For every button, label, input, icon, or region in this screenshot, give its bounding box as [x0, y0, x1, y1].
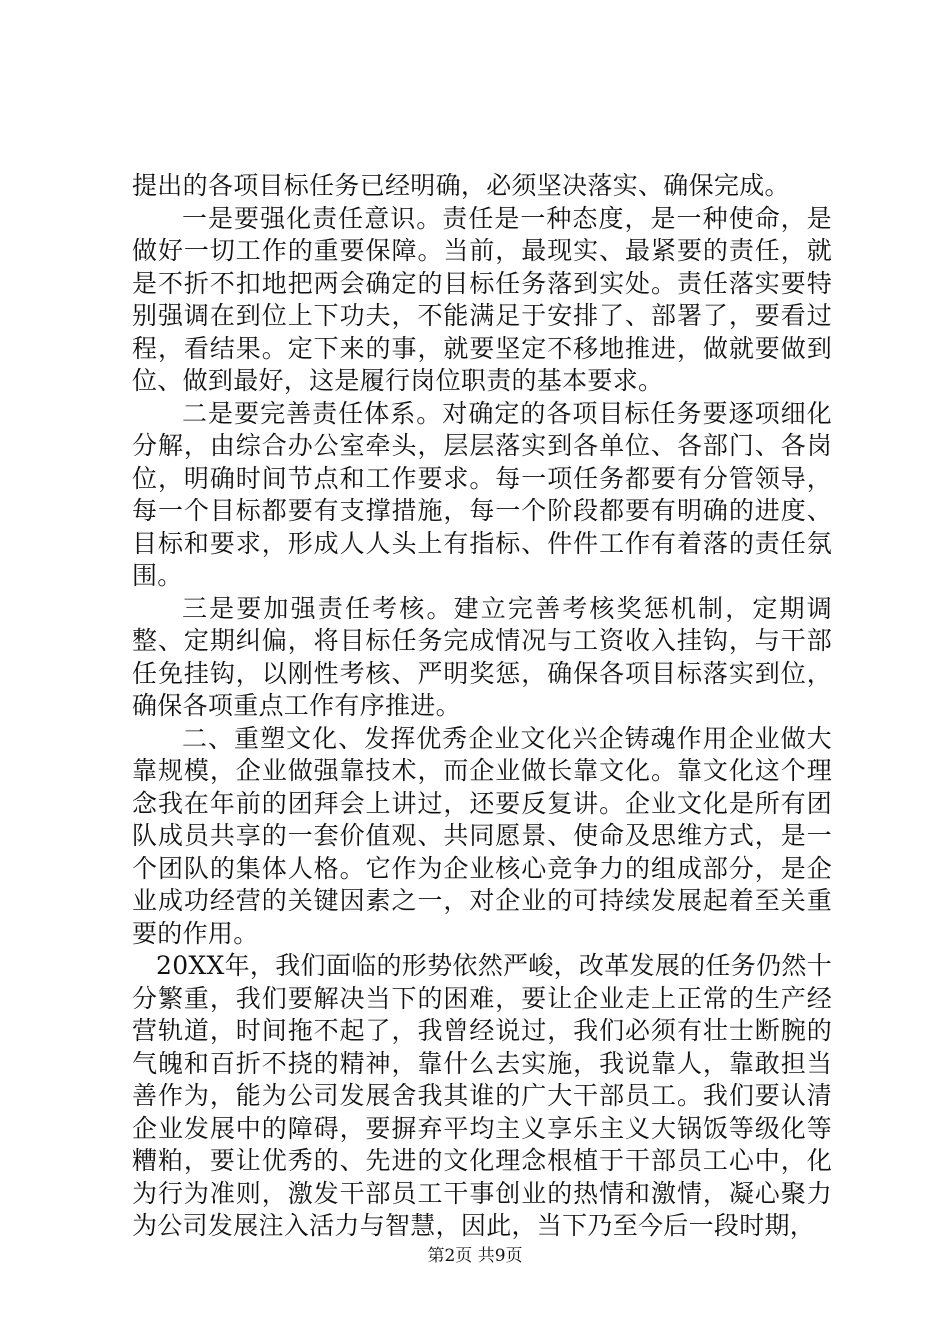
paragraph-responsibility-assessment: 三是要加强责任考核。建立完善考核奖惩机制，定期调整、定期纠偏，将目标任务完成情况与工资收入挂钩，与干部任免挂钩，以刚性考核、严明奖惩，确保各项目标落实到位，确保各项重点工作有序推进。 — [132, 593, 832, 720]
paragraph-responsibility-system: 二是要完善责任体系。对确定的各项目标任务要逐项细化分解，由综合办公室牵头，层层落实到各单位、各部门、各岗位，明确时间节点和工作要求。每一项任务都要有分管领导，每一个目标都要有支撑措施，每一个阶段都要有明确的进度、目标和要求，形成人人头上有指标、件件工作有着落的责任氛围。 — [132, 398, 832, 590]
paragraph-responsibility-awareness: 一是要强化责任意识。责任是一种态度，是一种使命，是做好一切工作的重要保障。当前，最现实、最紧要的责任，就是不折不扣地把两会确定的目标任务落到实处。责任落实要特别强调在到位上下功夫，不能满足于安排了、部署了，要看过程，看结果。定下来的事，就要坚定不移地推进，做就要做到位、做到最好，这是履行岗位职责的基本要求。 — [132, 203, 832, 395]
document-body — [132, 170, 832, 1243]
paragraph-year-outlook: 20XX年，我们面临的形势依然严峻，改革发展的任务仍然十分繁重，我们要解决当下的困难，要让企业走上正常的生产经营轨道，时间拖不起了，我曾经说过，我们必须有壮士断腕的气魄和百折不挠的精神，靠什么去实施，我说靠人，靠敢担当善作为，能为公司发展舍我其谁的广大干部员工。我们要认清企业发展中的障碍，要摒弃平均主义享乐主义大锅饭等级化等糟粕，要让优秀的、先进的文化理念根植于干部员工心中，化为行为准则，激发干部员工干事创业的热情和激情，凝心聚力为公司发展注入活力与智慧，因此，当下乃至今后一段时期， — [132, 951, 832, 1240]
page-number-footer: 第2页 共9页 — [427, 1246, 523, 1266]
paragraph-continuation: 提出的各项目标任务已经明确，必须坚决落实、确保完成。 — [132, 171, 790, 200]
paragraph-corporate-culture: 二、重塑文化、发挥优秀企业文化兴企铸魂作用企业做大靠规模，企业做强靠技术，而企业做长靠文化。靠文化这个理念我在年前的团拜会上讲过，还要反复讲。企业文化是所有团队成员共享的一套价值观、共同愿景、使命及思维方式，是一个团队的集体人格。它作为企业核心竞争力的组成部分，是企业成功经营的关键因素之一，对企业的可持续发展起着至关重要的作用。 — [132, 723, 832, 948]
